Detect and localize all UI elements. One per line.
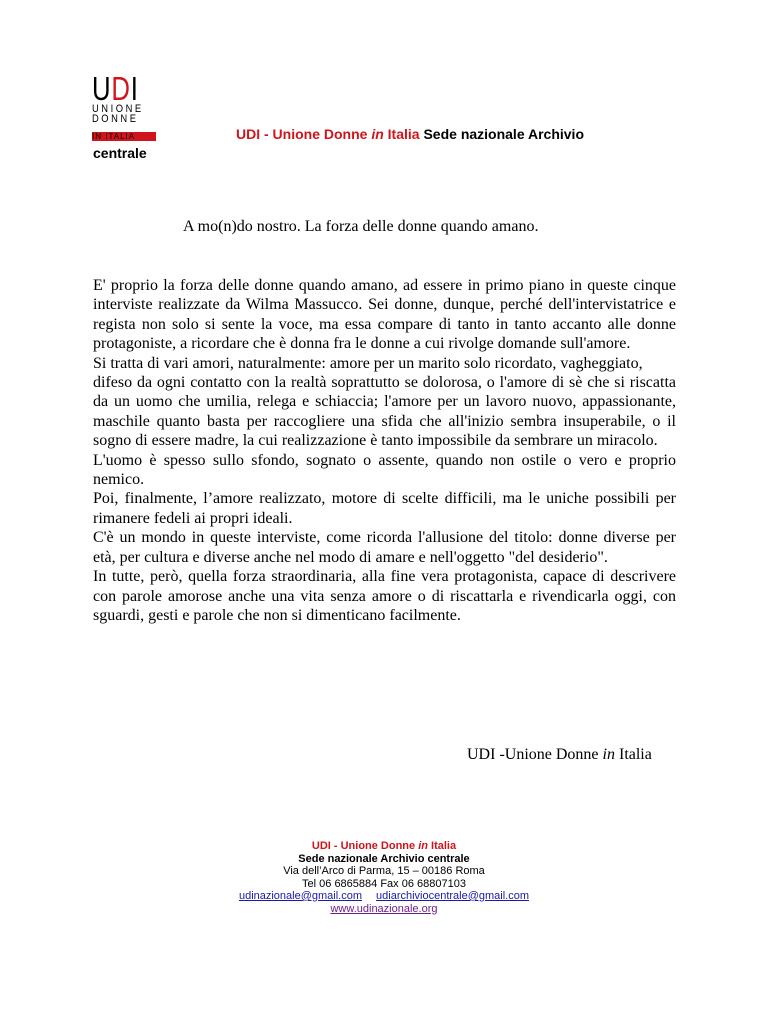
logo-line-in-italia: IN ITALIA — [92, 132, 156, 141]
footer-website — [0, 903, 768, 916]
paragraph: In tutte, però, quella forza straordinaria, alla fine vera protagonista, capace di descrivere con parole amorose anche una vita senza amore o di riscattarla e rivendicarla oggi, con sguardi, gesti e parole che non si dimenticano facilmente. — [93, 568, 676, 624]
website-link[interactable]: www.udinazionale.org — [330, 902, 438, 915]
logo-udi-mark: UDI — [92, 70, 139, 107]
logo-line-unione: UNIONE — [92, 103, 144, 115]
header-organization-cont: centrale — [93, 145, 147, 161]
paragraph: difeso da ogni contatto con la realtà soprattutto se dolorosa, o l'amore di sè che si riscatta da un uomo che umilia, relega e schiaccia; l'amore per un lavoro nuovo, appassionante, maschile quanto basta per raccogliere una sfida che all'inizio sembra insuperabile, o il sogno di essere madre, la cui realizzazione è tanto impossibile da sembrare un miracolo. — [93, 374, 676, 450]
footer — [0, 840, 768, 915]
paragraph: Si tratta di vari amori, naturalmente: amore per un marito solo ricordato, vagheggiato, — [93, 354, 643, 372]
document-body — [93, 276, 676, 625]
paragraph: L'uomo è spesso sullo sfondo, sognato o assente, quando non ostile o vero e proprio nemico. — [93, 451, 676, 489]
paragraph: Poi, finalmente, l’amore realizzato, motore di scelte difficili, ma le uniche possibili per rimanere fedeli ai propri ideali. — [93, 490, 676, 527]
email-link-nazionale[interactable]: udinazionale@gmail.com — [238, 890, 363, 902]
footer-phone: Tel 06 6865884 Fax 06 68807103 — [302, 877, 466, 890]
logo-line-donne: DONNE — [92, 113, 139, 125]
footer-address: Via dell’Arco di Parma, 15 – 00186 Roma — [283, 865, 485, 877]
udi-logo — [92, 70, 156, 141]
email-link-archivio[interactable]: udiarchiviocentrale@gmail.com — [376, 890, 530, 902]
footer-archive: Sede nazionale Archivio centrale — [298, 852, 470, 865]
footer-emails — [0, 890, 768, 903]
paragraph: C'è un mondo in queste interviste, come ricorda l'allusione del titolo: donne diverse per età, per cultura e diverse anche nel modo di amare e nell'oggetto "del desiderio". — [93, 529, 676, 566]
header-organization: UDI - Unione Donne in Italia Sede nazionale Archivio — [236, 126, 584, 142]
paragraph: E' proprio la forza delle donne quando amano, ad essere in primo piano in queste cinque interviste realizzate da Wilma Massucco. Sei donne, dunque, perché dell'intervistatrice e regista non solo si sente la voce, ma essa compare di tanto in tanto accanto alle donne protagoniste, a ricordare che è donna fra le donne a cui rivolge domande sull'amore. — [93, 277, 676, 353]
document-title: A mo(n)do nostro. La forza delle donne quando amano. — [183, 218, 539, 235]
signature: UDI -Unione Donne in Italia — [467, 746, 652, 763]
footer-organization: UDI - Unione Donne in Italia — [311, 840, 457, 852]
